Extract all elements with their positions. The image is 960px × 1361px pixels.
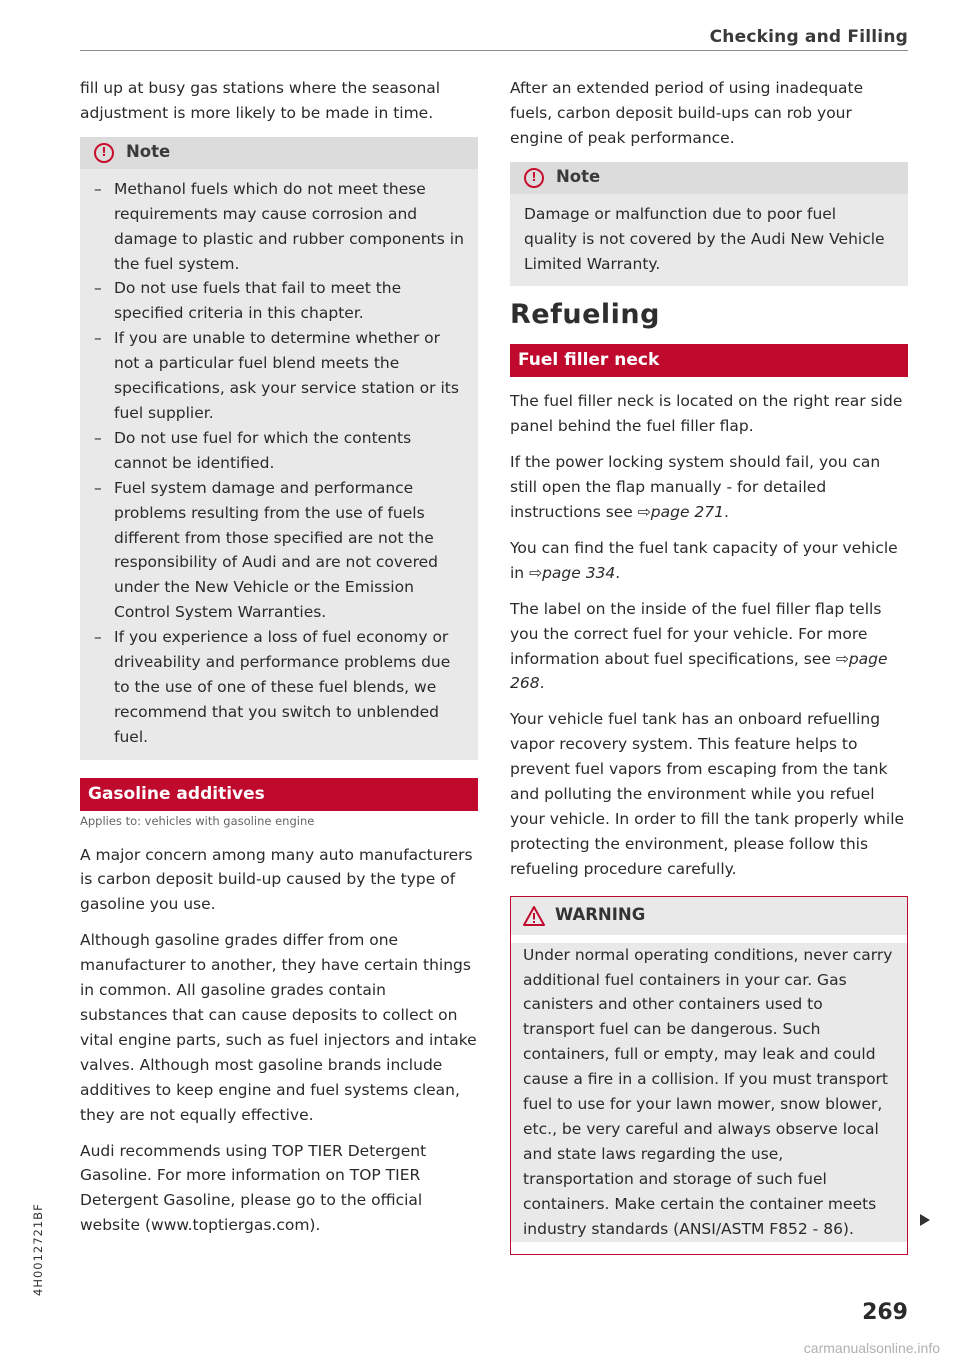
note-box-left	[80, 137, 478, 760]
note-list-item: – Do not use fuel for which the contents cannot be identified.	[94, 426, 464, 476]
document-code: 4H0012721BF	[31, 1203, 45, 1296]
left-column	[80, 76, 478, 1249]
page-ref-label: page 334	[542, 563, 616, 582]
note-list-item: – If you experience a loss of fuel economy or driveability and performance problems due to the use of one of these fuel blends, we recommend that you switch to unblended fuel.	[94, 625, 464, 750]
page-334-link[interactable]	[529, 564, 615, 582]
warning-box	[510, 896, 908, 1255]
page-number: 269	[862, 1300, 908, 1325]
page-ref-label: page 271	[650, 502, 725, 521]
right-intro-paragraph: After an extended period of using inadequate fuels, carbon deposit build-ups can rob your engine of peak performance.	[510, 79, 864, 147]
additives-paragraph-1: A major concern among many auto manufacturers is carbon deposit build-up caused by the type of gasoline you use.	[80, 845, 473, 914]
filler-paragraph-3-text: You can find the fuel tank capacity of your vehicle in	[510, 538, 898, 582]
refueling-title: Refueling	[510, 299, 660, 331]
note-list-item: – Methanol fuels which do not meet these requirements may cause corrosion and damage to plastic and rubber components in the fuel system.	[94, 177, 464, 277]
warning-triangle-icon	[523, 906, 545, 926]
note-title: Note	[556, 167, 601, 187]
warning-header	[511, 897, 907, 935]
arrow-right-icon: ⇨	[835, 649, 849, 668]
note-text: Damage or malfunction due to poor fuel quality is not covered by the Audi New Vehicle Limited Warranty.	[524, 204, 885, 273]
filler-paragraph-2-text: If the power locking system should fail, you can still open the flap manually - for detailed instructions see	[510, 453, 881, 521]
header-rule	[80, 50, 908, 51]
filler-paragraph-5: Your vehicle fuel tank has an onboard refuelling vapor recovery system. This feature helps to prevent fuel vapors from escaping from the tank and polluting the environment while you refuel your vehicle. In order to fill the tank properly while protecting the environment, please follow this refueling procedure carefully.	[510, 710, 905, 878]
continue-arrow-icon	[920, 1214, 930, 1226]
warning-text: Under normal operating conditions, never carry additional fuel containers in your car. Gas canisters and other containers used to transport fuel can be dangerous. Such containers, full or empty, may leak and could cause a fire in a collision. If you must transport fuel to use for your lawn mower, snow blower, etc., be very careful and always observe local and state laws regarding the use, transportation and storage of such fuel containers. Make certain the container meets industry standards (ANSI/ASTM F852 - 86).	[511, 943, 907, 1242]
note-title: Note	[126, 142, 171, 162]
page-ref-label: page 268	[510, 649, 888, 693]
note-exclamation-icon: !	[94, 143, 114, 163]
gasoline-additives-heading: Gasoline additives	[80, 778, 478, 811]
watermark: carmanualsonline.info	[803, 1340, 940, 1356]
filler-paragraph-3: You can find the fuel tank capacity of your vehicle in ⇨page 334.	[510, 538, 898, 582]
applies-to-text: Applies to: vehicles with gasoline engine	[80, 813, 315, 828]
section-title: Checking and Filling	[709, 27, 908, 47]
page-271-link[interactable]	[638, 503, 724, 521]
filler-paragraph-2: If the power locking system should fail, you can still open the flap manually - for detailed instructions see ⇨page 271.	[510, 453, 881, 521]
filler-paragraph-4: The label on the inside of the fuel filler flap tells you the correct fuel for your vehicle. For more information about fuel specifications, see ⇨page 268.	[510, 599, 888, 693]
note-exclamation-icon: !	[524, 168, 544, 188]
warning-title: WARNING	[555, 905, 646, 925]
right-column	[510, 76, 908, 1255]
additives-paragraph-3: Audi recommends using TOP TIER Detergent Gasoline. For more information on TOP TIER Detergent Gasoline, please go to the official website (www.toptiergas.com).	[80, 1141, 427, 1235]
arrow-right-icon: ⇨	[529, 563, 543, 582]
note-list-item: – Fuel system damage and performance problems resulting from the use of fuels different from those specified are not the responsibility of Audi and are not covered under the New Vehicle or the Emission Control System Warranties.	[94, 476, 464, 625]
note-box-right	[510, 162, 908, 287]
note-list-item: – If you are unable to determine whether or not a particular fuel blend meets the specifications, ask your service station or its fuel supplier.	[94, 326, 464, 426]
note-list	[94, 177, 464, 750]
arrow-right-icon: ⇨	[637, 502, 651, 521]
note-header	[510, 162, 908, 194]
note-header	[80, 137, 478, 169]
filler-paragraph-4-text: The label on the inside of the fuel filler flap tells you the correct fuel for your vehicle. For more information about fuel specifications, see	[510, 599, 882, 668]
fuel-filler-neck-heading: Fuel filler neck	[510, 344, 908, 377]
note-list-item: – Do not use fuels that fail to meet the specified criteria in this chapter.	[94, 276, 464, 326]
additives-paragraph-2: Although gasoline grades differ from one manufacturer to another, they have certain things in common. All gasoline grades contain substances that can cause deposits to collect on vital engine parts, such as fuel injectors and intake valves. Although most gasoline brands include additives to keep engine and fuel systems clean, they are not equally effective.	[80, 931, 477, 1124]
filler-paragraph-1: The fuel filler neck is located on the right rear side panel behind the fuel filler flap.	[510, 392, 903, 436]
left-intro-paragraph: fill up at busy gas stations where the seasonal adjustment is more likely to be made in time.	[80, 79, 441, 122]
